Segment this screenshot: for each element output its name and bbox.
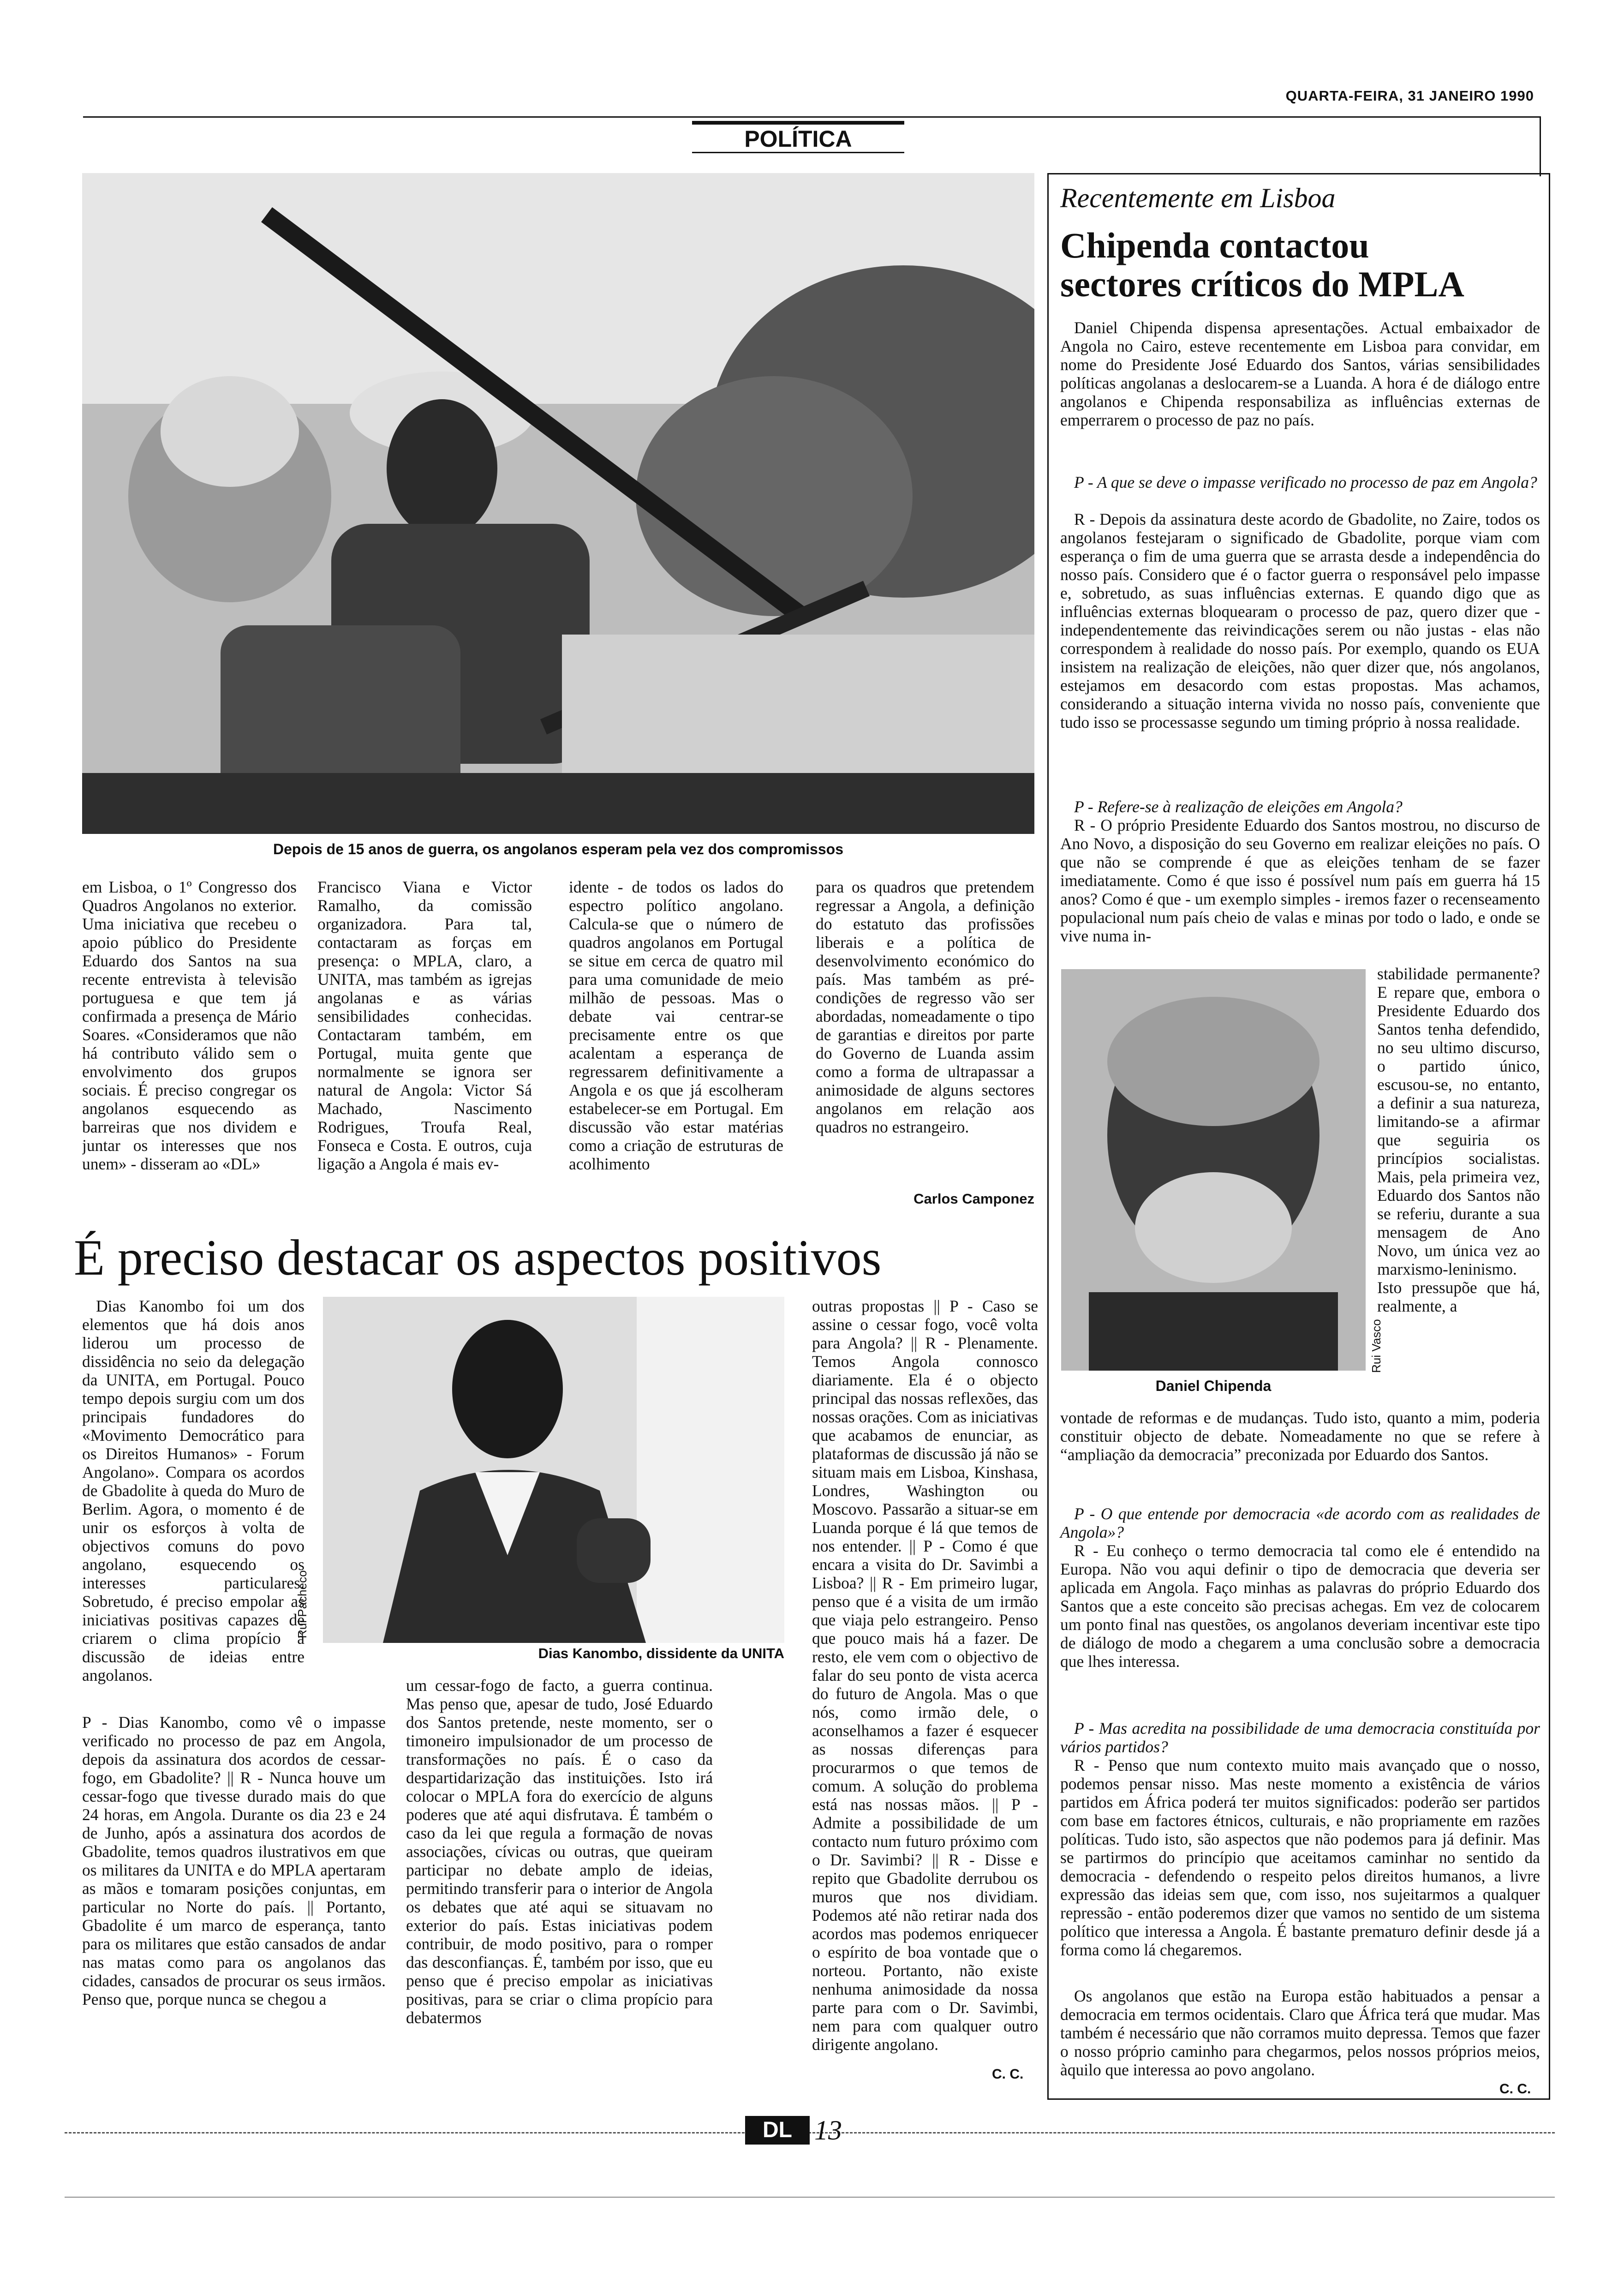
article2-col-mid: um cessar-fogo de facto, a guerra continua. Mas penso que, apesar de tudo, José Eduardo dos Santos pretende, neste momento, ser o timoneiro impulsionador de um processo de transformações no país. É o caso da despartidarização das instituições. Isto irá colocar o MPLA fora do exercício de alguns poderes que até aqui disfrutava. É também o caso da lei que regula a formação de novas associações, cívicas ou outras, que queiram participar no debate amplo de ideias, permitindo transferir para o interior de Angola os debates que até aqui se situavam no exterior do país. Estas iniciativas podem contribuir, de modo positivo, para o romper das desconfianças. É, também por isso, que eu penso que é preciso empolar as iniciativas positivas, para se criar o clima propício para debatermos	[406, 1676, 713, 2027]
sidebar-sign: C. C.	[1499, 2081, 1531, 2097]
sidebar-headline-line1: Chipenda contactou	[1060, 225, 1369, 265]
article1-col2: Francisco Viana e Victor Ramalho, da comissão organizadora. Para tal, contactaram as forças em presença: o MPLA, claro, a UNITA, mas também as igrejas angolanas e as várias sensibilidades conhecidas. Contactaram também, em Portugal, muita gente que normalmente se ignora ser natural de Angola: Victor Sá Machado, Nascimento Rodrigues, Troufa Real, Fonseca e Costa. E outros, cuja ligação a Angola é mais ev-	[317, 878, 532, 1173]
sidebar-q4: P - Mas acredita na possibilidade de uma democracia constituída por vários partidos?	[1060, 1719, 1540, 1756]
article1-col1: em Lisboa, o 1º Congresso dos Quadros Angolanos no exterior. Uma iniciativa que recebeu o apoio público do Presidente Eduardo dos Santos na sua recente entrevista à televisão portuguesa e que tem já confirmada a presença de Mário Soares. «Consideramos que não há contributo válido sem o envolvimento dos grupos sociais. É preciso congregar os angolanos esquecendo as barreiras que nos dividem e juntar os interesses que nos unem» - disseram ao «DL»	[82, 878, 297, 1173]
sidebar-a3: R - Eu conheço o termo democracia tal como ele é entendido na Europa. Não vou aqui definir o tipo de democracia que deveria ser aplicada em Angola. Faço minhas as palavras do próprio Eduardo dos Santos que a este conceito são precisas achegas. Em vez de colocarem um ponto final nas questões, os angolanos deveriam incentivar este tipo de diálogo de modo a chegarem a uma conclusão sobre a democracia que lhes interessa.	[1060, 1541, 1540, 1671]
header-right-bracket	[1540, 116, 1541, 176]
section-label: POLÍTICA	[692, 121, 904, 153]
footer-logo: DL	[745, 2116, 810, 2145]
kanombo-photo	[323, 1297, 784, 1643]
article2-col-right: outras propostas || P - Caso se assine o cessar fogo, você volta para Angola? || R - Plenamente. Temos Angola connosco diariamente. Ela é o objecto principal das nossas reflexões, das nossas orações. Com as iniciativas que acabamos de enunciar, as plataformas de discussão já não se situam mais em Lisboa, Kinshasa, Londres, Washington ou Moscovo. Passarão a situar-se em Luanda porque é lá que temos de nos entender. || P - Como é que encara a visita do Dr. Savimbi a Lisboa? || R - Em primeiro lugar, penso que é a visita de um irmão que viaja pelo estrangeiro. Penso que pouco mais há a fazer. De resto, ele vem com o objectivo de falar do seu ponto de vista acerca do futuro de Angola. Mas o que nós, como irmão dele, o aconselhamos a fazer é esquecer as nossas diferenças para procurarmos o que temos de comum. A solução do problema está nas nossas mãos. || P - Admite a possibilidade de um contacto num futuro próximo com o Dr. Savimbi? || R - Disse e repito que Gbadolite derrubou os muros que nos dividiam. Podemos até não retirar nada dos acordos mas podemos enriquecer o espírito de boa vontade que o norteou. Portanto, não existe nenhuma animosidade da nossa parte para com o Dr. Savimbi, nem para com qualquer outro dirigente angolano.	[812, 1297, 1038, 2054]
sidebar-a2-top: R - O próprio Presidente Eduardo dos Santos mostrou, no discurso de Ano Novo, a disposição do seu Governo em realizar eleições no país. O que não se comprende é que as eleições tenham de se fazer imediatamente. Como é que isso é possível num país em guerra há 15 anos? Como é que - um exemplo simples - iremos fazer o recenseamento populacional num país cheio de valas e minas por todo o lado, e onde se vive numa in-	[1060, 816, 1540, 945]
sidebar-headline	[1060, 226, 1545, 304]
sidebar-intro: Daniel Chipenda dispensa apresentações. Actual embaixador de Angola no Cairo, esteve recentemente em Lisboa para convidar, em nome do Presidente José Eduardo dos Santos, várias sensibilidades políticas angolanas a deslocarem-se a Luanda. A hora é de diálogo entre angolanos e Chipenda responsabiliza as influências externas de emperrarem o processo de paz no país.	[1060, 318, 1540, 429]
sidebar-headline-line2: sectores críticos do MPLA	[1060, 264, 1464, 304]
kanombo-photo-caption: Dias Kanombo, dissidente da UNITA	[538, 1645, 784, 1661]
sidebar-a5: Os angolanos que estão na Europa estão habituados a pensar a democracia em termos ocidentais. Claro que África terá que mudar. Mas também é necessário que não corramos muito depressa. Temos que fazer o nosso próprio caminho para chegarmos, pelos nossos próprios meios, àquilo que interessa ao povo angolano.	[1060, 1987, 1540, 2079]
kanombo-photo-credit: Rui Pacheco	[295, 1570, 309, 1638]
page-date: QUARTA-FEIRA, 31 JANEIRO 1990	[1285, 88, 1534, 104]
sidebar-q2: P - Refere-se à realização de eleições em Angola?	[1074, 797, 1403, 816]
footer-bottom-rule	[65, 2197, 1555, 2198]
article1-col3: idente - de todos os lados do espectro político angolano. Calcula-se que o número de quadros angolanos em Portugal se situe em cerca de quatro mil para uma comunidade de meio milhão de pessoas. Mas o debate vai centrar-se precisamente entre os que acalentam a esperança de regressarem definitivamente a Angola e os que já escolheram estabelecer-se em Portugal. Em discussão vão estar matérias como a criação de estruturas de acolhimento	[569, 878, 783, 1173]
soldiers-illustration	[82, 173, 1034, 834]
chipenda-photo	[1061, 969, 1366, 1371]
page-number: 13	[814, 2115, 842, 2145]
sidebar-a2-wrap: stabilidade permanente? E repare que, embora o Presidente Eduardo dos Santos tenha defendido, no seu ultimo discurso, o partido único, escusou-se, no entanto, a definir a sua natureza, limitando-se a afirmar que seguiria os princípios socialistas. Mais, pela primeira vez, Eduardo dos Santos não se referiu, durante a sua mensagem de Ano Novo, um única vez ao marxismo-leninismo. Isto pressupõe que há, realmente, a	[1377, 965, 1540, 1315]
article1-byline: Carlos Camponez	[914, 1191, 1034, 1207]
kanombo-illustration	[323, 1297, 784, 1643]
article2-col-left: P - Dias Kanombo, como vê o impasse verificado no processo de paz em Angola, depois da assinatura dos acordos de cessar-fogo, em Gbadolite? || R - Nunca houve um cessar-fogo que tivesse durado mais do que 24 horas, em Angola. Durante os dia 23 e 24 de Junho, após a assinatura dos acordos de Gbadolite, temos quadros ilustrativos em que os militares da UNITA e do MPLA apertaram as mãos e tomaram posições conjuntas, em particular no Norte do país. || Portanto, Gbadolite é um marco de esperança, tanto para os militares que estão cansados de andar nas matas como para os angolanos das cidades, cansados de procurar os seus irmãos. Penso que, porque nunca se chegou a	[82, 1713, 386, 2008]
article2-sign: C. C.	[992, 2067, 1024, 2082]
header-rule	[83, 116, 1541, 118]
sidebar-q1: P - A que se deve o impasse verificado no processo de paz em Angola?	[1074, 473, 1537, 491]
sidebar-q3: P - O que entende por democracia «de acordo com as realidades de Angola»?	[1060, 1504, 1540, 1541]
footer-dashed-rule	[65, 2132, 1555, 2133]
article2-headline: É preciso destacar os aspectos positivos	[74, 1229, 882, 1286]
article1-col4: para os quadros que pretendem regressar a Angola, a definição do estatuto das profissões liberais e a política de desenvolvimento económico do país. Mas também as pré-condições de regresso vão ser abordadas, nomeadamente o tipo de garantias e direitos por parte do Governo de Luanda assim como a forma de ultrapassar a animosidade de alguns sectores angolanos em relação aos quadros no estrangeiro.	[816, 878, 1034, 1136]
sidebar-a1: R - Depois da assinatura deste acordo de Gbadolite, no Zaire, todos os angolanos festejaram o significado de Gbadolite, porque viam com esperança o fim de uma guerra que se arrasta desde a independência do nosso país. Considero que é o factor guerra o responsável pelo impasse e, sobretudo, as suas influências externas. E quando digo que as influências externas bloquearam o processo de paz, quero dizer que - independentemente das reivindicações serem ou não justas - elas não correspondem à realidade do nosso país. Por exemplo, quando os EUA insistem na realização de eleições, não quer dizer que, nós angolanos, estejamos em desacordo com estas propostas. Mas achamos, considerando a situação interna vivida no nosso país, conveniente que tudo isso se processasse segundo um timing próprio à nossa realidade.	[1060, 510, 1540, 731]
article2-intro: Dias Kanombo foi um dos elementos que há dois anos liderou um processo de dissidência no seio da delegação da UNITA, em Portugal. Pouco tempo depois surgiu com um dos principais fundadores do «Movimento Democrático para os Direitos Humanos» - Forum Angolano». Compara os acordos de Gbadolite à queda do Muro de Berlim. Agora, o momento é de unir os esforços à volta de objectivos comuns do povo angolano, esquecendo os interesses particulares. Sobretudo, é preciso empolar as iniciativas positivas capazes de criarem o clima propício à discussão de ideias entre angolanos.	[82, 1297, 304, 1684]
sidebar-a2-end: vontade de reformas e de mudanças. Tudo isto, quanto a mim, poderia constituir objecto de debate. Nomeadamente no que se refere à “ampliação da democracia” preconizada por Eduardo dos Santos.	[1060, 1408, 1540, 1464]
sidebar-a4: R - Penso que num contexto muito mais avançado que o nosso, podemos pensar nisso. Mas neste momento a existência de vários partidos em África poderá ter muitos significados: poderão ser partidos com base em factores étnicos, culturais, e não propriamente em razões políticas. Tudo isto, são aspectos que não podemos para já definir. Mas se partirmos do princípio que aceitamos caminhar no sentido da democracia - defendendo o respeito pelos direitos humanos, a livre expressão das ideias sem que, com isso, nos sujeitarmos a qualquer repressão - então poderemos dizer que vamos no sentido de um sistema político que interessa a Angola. É bastante prematuro definir desde já a forma como lá chegaremos.	[1060, 1756, 1540, 1959]
chipenda-photo-credit: Rui Vasco	[1369, 1319, 1383, 1373]
top-photo-caption: Depois de 15 anos de guerra, os angolanos esperam pela vez dos compromissos	[273, 841, 843, 857]
sidebar-kicker: Recentemente em Lisboa	[1060, 183, 1336, 213]
chipenda-illustration	[1061, 969, 1366, 1371]
soldiers-photo	[82, 173, 1034, 834]
chipenda-photo-caption: Daniel Chipenda	[1155, 1378, 1272, 1394]
